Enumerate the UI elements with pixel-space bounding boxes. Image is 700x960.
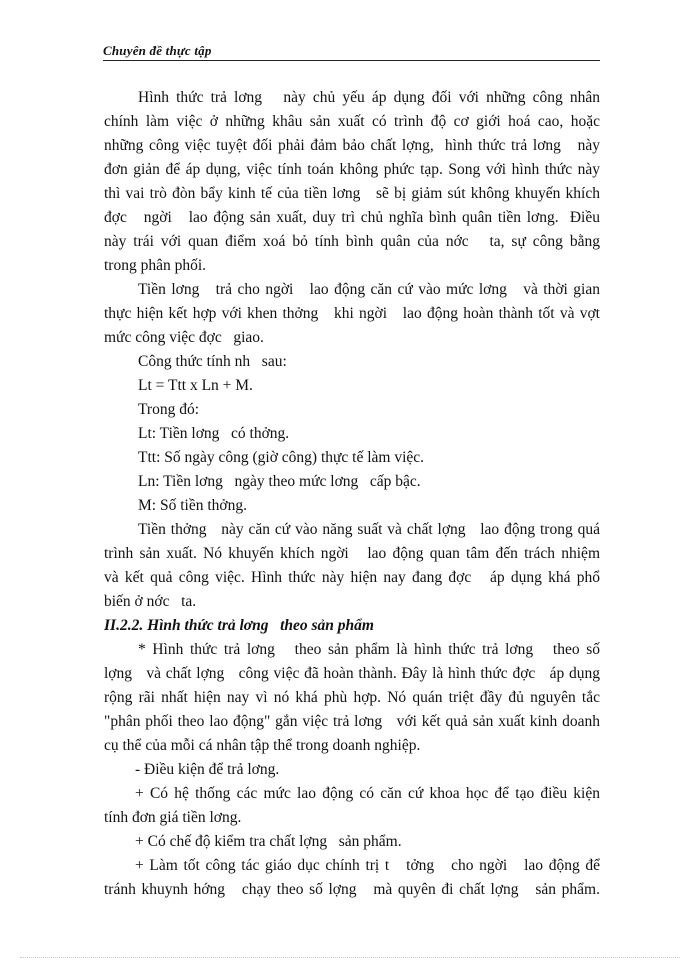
definition-line: Lt: Tiền lơng có thởng. [138, 425, 290, 442]
text-line: trình sản xuất. Nó khuyến khích ngời lao động quan tâm đến trách nhiệm [104, 545, 600, 562]
text-line: Tiền lơng trả cho ngời lao động căn cứ vào mức lơng và thời gian [138, 281, 600, 298]
formula-intro: Công thức tính nh sau: [138, 353, 287, 370]
text-line: Trong đó: [138, 401, 200, 418]
text-line: * Hình thức trả lơng theo sản phẩm là hình thức trả lơng theo số [138, 641, 600, 658]
list-item: + Có chế độ kiểm tra chất lợng sản phẩm. [135, 833, 402, 850]
definition-line: M: Số tiền thởng. [138, 497, 247, 514]
text-line: "phân phối theo lao động" gắn việc trả lơng với kết quả sản xuất kinh doanh [104, 713, 600, 730]
page-bottom-divider [20, 957, 680, 958]
text-line: tránh khuynh hớng chạy theo số lợng mà quyên đi chất lợng sản phẩm. [104, 881, 600, 898]
text-line: chính làm việc ở những khâu sản xuất có trình độ cơ giới hoá cao, hoặc [104, 113, 600, 130]
text-line: tính đơn giá tiền lơng. [104, 809, 242, 826]
text-line: mức công việc đợc giao. [104, 329, 264, 346]
text-line: biến ở nớc ta. [104, 593, 197, 610]
text-line: trong phân phối. [104, 257, 207, 274]
text-line: lợng và chất lợng công việc đã hoàn thành. Đây là hình thức đợc áp dụng [104, 665, 600, 682]
list-item: + Có hệ thống các mức lao động có căn cứ khoa học để tạo điều kiện [135, 785, 600, 802]
text-line: Tiền thởng này căn cứ vào năng suất và chất lợng lao động trong quá [138, 521, 600, 538]
list-item: - Điều kiện để trả lơng. [135, 761, 280, 778]
text-line: những công việc tuyệt đối phải đảm bảo chất lợng, hình thức trả lơng này [104, 137, 600, 154]
definition-line: Ln: Tiền lơng ngày theo mức lơng cấp bậc. [138, 473, 421, 490]
section-heading: II.2.2. Hình thức trả lơng theo sản phẩm [104, 617, 374, 634]
text-line: thì vai trò đòn bẩy kinh tế của tiền lơng sẽ bị giảm sút không khuyến khích [104, 185, 600, 202]
header-title: Chuyên đề thực tập [103, 43, 212, 58]
text-line: thực hiện kết hợp với khen thởng khi ngời lao động hoàn thành tốt và vợt [104, 305, 600, 322]
definition-line: Ttt: Số ngày công (giờ công) thực tế làm việc. [138, 449, 425, 466]
text-line: Hình thức trả lơng này chủ yếu áp dụng đối với những công nhân [138, 89, 600, 106]
text-line: đợc ngời lao động sản xuất, duy trì chủ nghĩa bình quân tiền lơng. Điều [104, 209, 600, 226]
text-line: cụ thể của mỗi cá nhân tập thể trong doanh nghiệp. [104, 737, 421, 754]
text-line: này trái với quan điểm xoá bỏ tính bình quân của nớc ta, sự công bằng [104, 233, 600, 250]
text-line: rộng rãi nhất hiện nay vì nó khá phù hợp. Nó quán triệt đầy đủ nguyên tắc [104, 689, 600, 706]
document-body [104, 86, 600, 902]
page-header [103, 40, 600, 61]
list-item: + Làm tốt công tác giáo dục chính trị t tởng cho ngời lao động để [135, 857, 600, 874]
text-line: đơn giản để áp dụng, việc tính toán không phức tạp. Song với hình thức này [104, 161, 600, 178]
text-line: và kết quả công việc. Hình thức này hiện nay đang đợc áp dụng khá phổ [104, 569, 600, 586]
formula: Lt = Ttt x Ln + M. [138, 377, 253, 394]
